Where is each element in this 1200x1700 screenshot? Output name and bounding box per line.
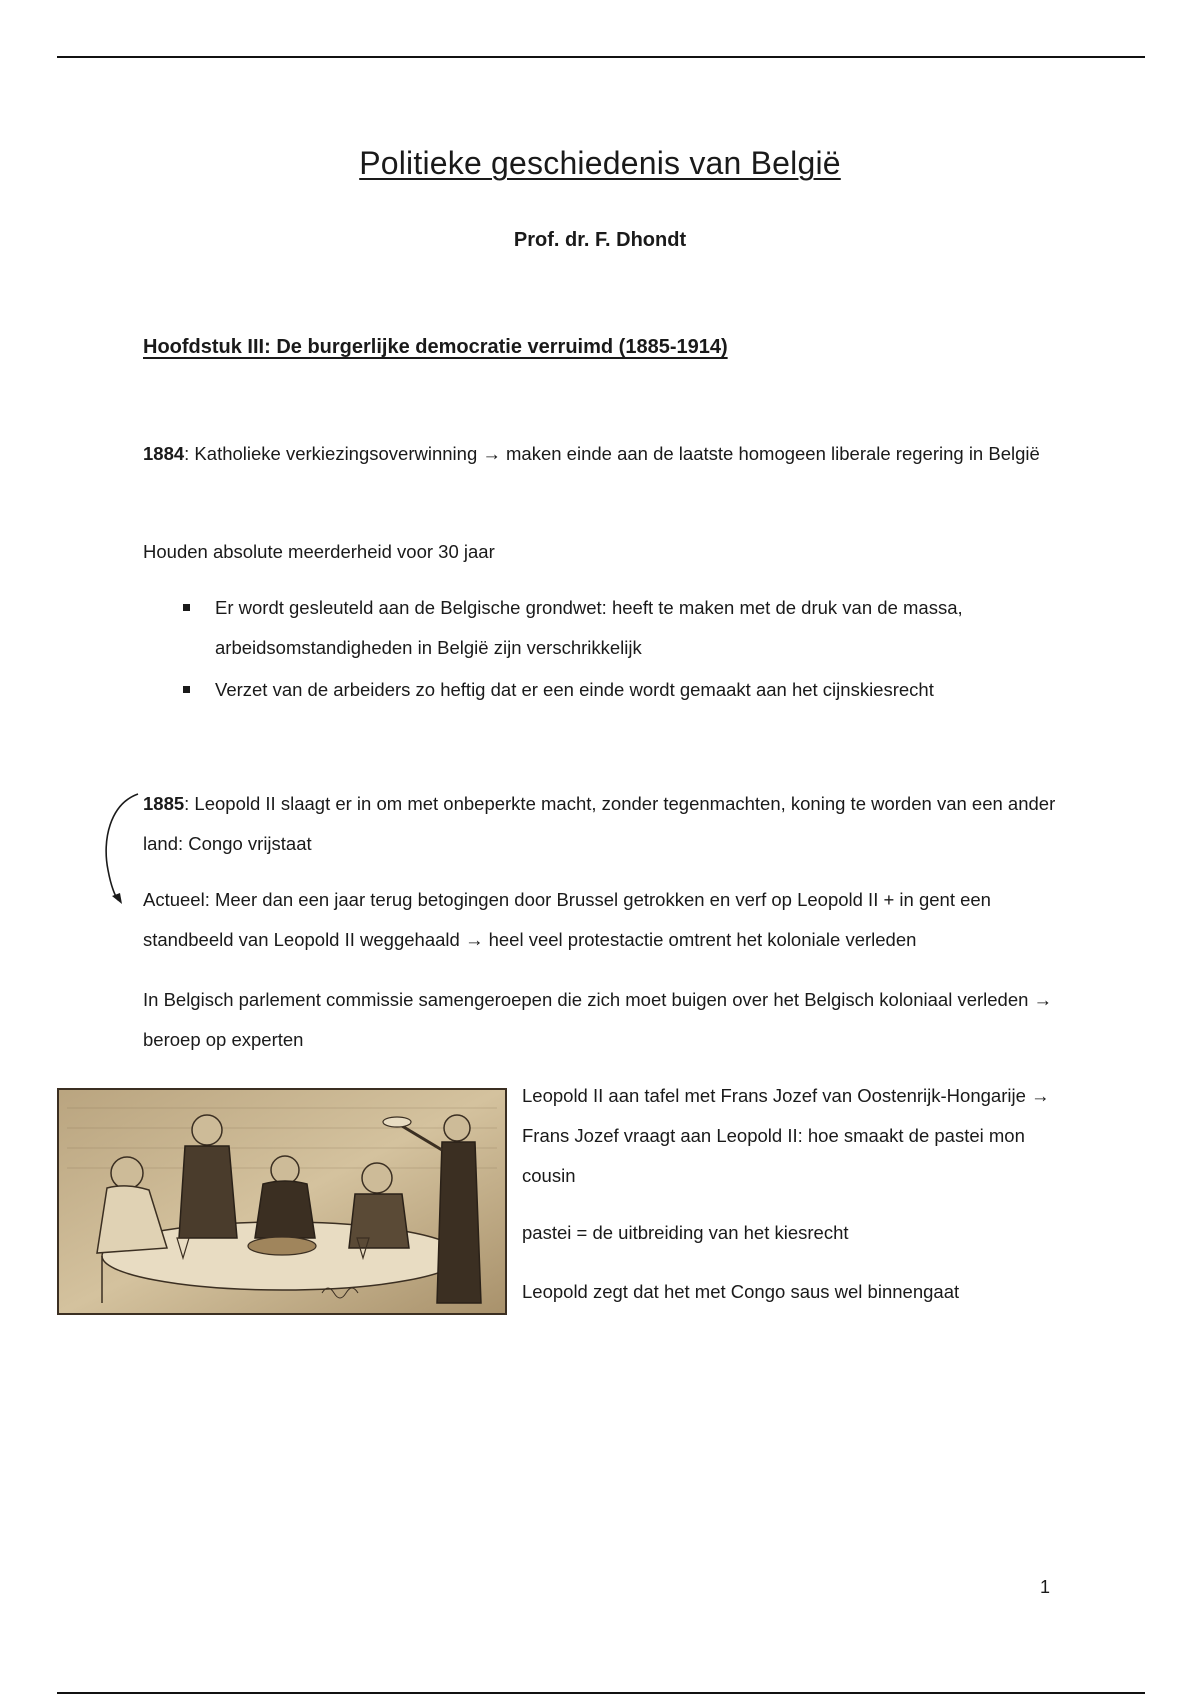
bullet-list — [143, 588, 1073, 710]
list-item — [143, 588, 1073, 668]
bottom-rule — [57, 1692, 1145, 1694]
page-title: Politieke geschiedenis van België — [359, 145, 841, 181]
paragraph-actueel: Actueel: Meer dan een jaar terug betogingen door Brussel getrokken en verf op Leopold II + in gent een standbeeld van Leopold II weggehaald → heel veel protestactie omtrent het koloniale verleden — [143, 889, 991, 950]
page-number: 1 — [1040, 1577, 1051, 1597]
bullet-text: Er wordt gesleuteld aan de Belgische grondwet: heeft te maken met de druk van de massa, arbeidsomstandigheden in België zijn verschrikkelijk — [215, 597, 963, 658]
paragraph-majority: Houden absolute meerderheid voor 30 jaar — [143, 541, 495, 562]
year-1884: 1884 — [143, 443, 185, 464]
bullet-text: Verzet van de arbeiders zo heftig dat er een einde wordt gemaakt aan het cijnskiesrecht — [215, 679, 934, 700]
paragraph-1884 — [143, 434, 1073, 474]
caption-leopold-franz-joseph: Leopold II aan tafel met Frans Jozef van Oostenrijk-Hongarije → Frans Jozef vraagt aan Leopold II: hoe smaakt de pastei mon cousin — [522, 1085, 1050, 1186]
caption-congo-saus: Leopold zegt dat het met Congo saus wel binnengaat — [522, 1281, 960, 1302]
caption-pastei: pastei = de uitbreiding van het kiesrecht — [522, 1222, 849, 1243]
list-item — [143, 670, 1073, 710]
paragraph-1885 — [143, 784, 1073, 864]
chapter-heading: Hoofdstuk III: De burgerlijke democratie verruimd (1885-1914) — [143, 336, 728, 358]
paragraph-1885-text: : Leopold II slaagt er in om met onbeperkte macht, zonder tegenmachten, koning te worden van een ander land: Congo vrijstaat — [143, 793, 1056, 854]
paragraph-parlement: In Belgisch parlement commissie samengeroepen die zich moet buigen over het Belgisch koloniaal verleden → beroep op experten — [143, 989, 1053, 1050]
paragraph-1884-text: : Katholieke verkiezingsoverwinning → maken einde aan de laatste homogeen liberale regering in België — [184, 443, 1040, 464]
historical-cartoon-image — [57, 1088, 507, 1315]
top-rule — [57, 56, 1145, 58]
bullet-square-icon — [183, 604, 190, 611]
bullet-square-icon — [183, 686, 190, 693]
year-1885: 1885 — [143, 793, 185, 814]
author-line: Prof. dr. F. Dhondt — [513, 229, 687, 251]
